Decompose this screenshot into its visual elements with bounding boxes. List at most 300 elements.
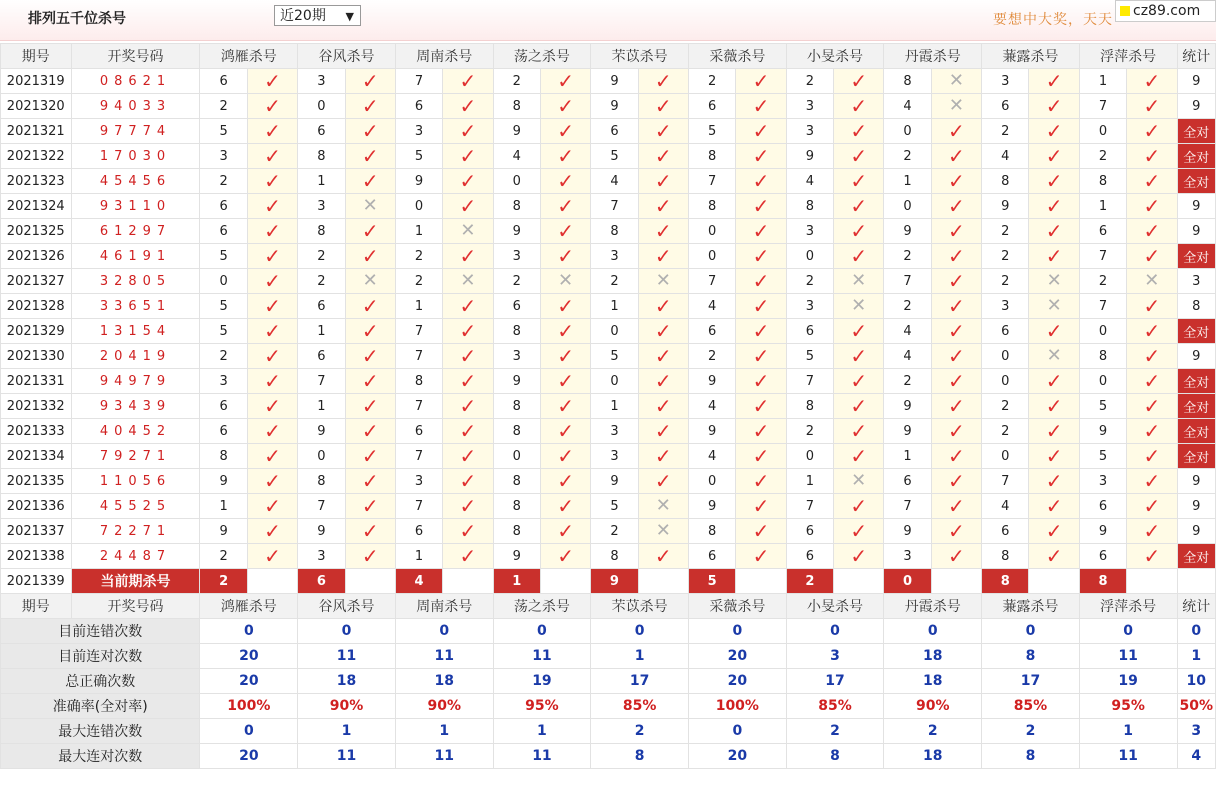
result-cell (1029, 69, 1079, 94)
stats-value: 85% (982, 694, 1080, 719)
kill-number-cell: 3 (786, 94, 833, 119)
stats-value: 0 (395, 619, 493, 644)
kill-number-cell: 5 (200, 244, 247, 269)
check-icon: ✓ (850, 318, 868, 343)
check-icon: ✓ (459, 243, 477, 268)
kill-number-cell: 0 (1079, 319, 1126, 344)
kill-number-cell: 0 (395, 194, 442, 219)
kill-number-cell: 3 (884, 544, 931, 569)
result-cell (931, 394, 981, 419)
header-expert: 鸿雁杀号 (200, 44, 298, 69)
current-kill-number: 6 (298, 569, 345, 594)
stats-label: 最大连对次数 (1, 744, 200, 769)
kill-number-cell: 3 (786, 119, 833, 144)
result-cell (1127, 194, 1177, 219)
check-icon: ✓ (361, 518, 379, 543)
header-expert: 谷风杀号 (298, 44, 396, 69)
check-icon: ✓ (264, 443, 281, 468)
result-cell (345, 119, 395, 144)
kill-number-cell: 8 (493, 194, 540, 219)
cross-icon: ✕ (851, 295, 867, 316)
stat-cell: 9 (1177, 494, 1216, 519)
check-icon: ✓ (1143, 293, 1161, 318)
check-icon: ✓ (752, 493, 770, 518)
stats-label: 目前连对次数 (1, 644, 200, 669)
result-cell (736, 294, 786, 319)
all-correct-badge: 全对 (1177, 394, 1216, 419)
check-icon: ✓ (557, 443, 574, 468)
check-icon: ✓ (361, 343, 379, 368)
result-cell (1029, 244, 1079, 269)
result-cell (247, 294, 297, 319)
table-row (1, 144, 1216, 169)
kill-number-cell: 9 (982, 194, 1029, 219)
kill-number-cell: 1 (395, 219, 442, 244)
check-icon: ✓ (1045, 543, 1063, 568)
kill-number-cell: 2 (1079, 144, 1126, 169)
empty-cell (834, 569, 884, 594)
result-cell (443, 119, 493, 144)
header-expert: 鸿雁杀号 (200, 594, 298, 619)
result-cell (1127, 369, 1177, 394)
check-icon: ✓ (654, 218, 672, 243)
current-kill-number: 2 (786, 569, 833, 594)
stats-value: 85% (786, 694, 884, 719)
result-cell (638, 419, 688, 444)
table-row (1, 494, 1216, 519)
kill-number-cell: 7 (884, 269, 931, 294)
cross-icon: ✕ (460, 220, 476, 241)
kill-number-cell: 8 (493, 469, 540, 494)
result-cell (247, 94, 297, 119)
result-cell (1127, 69, 1177, 94)
stats-value: 18 (298, 669, 396, 694)
result-cell (247, 269, 297, 294)
result-cell (638, 69, 688, 94)
header-expert: 浮萍杀号 (1079, 44, 1177, 69)
check-icon: ✓ (557, 193, 574, 218)
kill-number-cell: 4 (688, 394, 735, 419)
result-cell (736, 69, 786, 94)
check-icon: ✓ (654, 368, 672, 393)
kill-number-cell: 6 (982, 319, 1029, 344)
result-cell (834, 169, 884, 194)
check-icon: ✓ (1143, 443, 1161, 468)
result-cell (1127, 144, 1177, 169)
kill-number-cell: 6 (786, 319, 833, 344)
kill-number-cell: 4 (493, 144, 540, 169)
empty-cell (1127, 569, 1177, 594)
stats-value: 20 (200, 669, 298, 694)
header-period: 期号 (1, 594, 72, 619)
check-icon: ✓ (264, 468, 281, 493)
check-icon: ✓ (1045, 318, 1063, 343)
check-icon: ✓ (264, 368, 281, 393)
result-cell (345, 394, 395, 419)
table-row (1, 319, 1216, 344)
kill-number-cell: 5 (1079, 444, 1126, 469)
result-cell (247, 319, 297, 344)
result-cell (1127, 244, 1177, 269)
check-icon: ✓ (1143, 318, 1161, 343)
kill-number-cell: 2 (493, 69, 540, 94)
header-stat: 统计 (1177, 44, 1216, 69)
all-correct-badge: 全对 (1177, 369, 1216, 394)
period-cell: 2021336 (1, 494, 72, 519)
result-cell (540, 69, 590, 94)
stats-value: 20 (688, 644, 786, 669)
draw-numbers-cell: 45456 (71, 169, 200, 194)
check-icon: ✓ (948, 318, 965, 343)
table-header-row (1, 594, 1216, 619)
result-cell (1127, 319, 1177, 344)
header-expert: 蒹露杀号 (982, 594, 1080, 619)
draw-numbers-cell: 20419 (71, 344, 200, 369)
kill-number-cell: 7 (688, 169, 735, 194)
current-kill-number: 2 (200, 569, 247, 594)
kill-number-cell: 6 (200, 194, 247, 219)
result-cell (1127, 544, 1177, 569)
check-icon: ✓ (850, 193, 868, 218)
stat-cell: 9 (1177, 219, 1216, 244)
check-icon: ✓ (361, 93, 379, 118)
stats-label: 准确率(全对率) (1, 694, 200, 719)
result-cell (345, 444, 395, 469)
check-icon: ✓ (1045, 143, 1063, 168)
result-cell (931, 519, 981, 544)
kill-number-cell: 8 (688, 144, 735, 169)
kill-number-cell: 0 (688, 469, 735, 494)
result-cell (931, 244, 981, 269)
check-icon: ✓ (557, 368, 574, 393)
stats-value: 0 (591, 619, 689, 644)
kill-number-cell: 2 (298, 244, 345, 269)
check-icon: ✓ (361, 543, 379, 568)
kill-number-cell: 6 (786, 544, 833, 569)
stats-value: 1 (1079, 719, 1177, 744)
check-icon: ✓ (459, 418, 477, 443)
check-icon: ✓ (850, 93, 868, 118)
result-cell (1127, 219, 1177, 244)
kill-number-cell: 9 (688, 419, 735, 444)
check-icon: ✓ (1045, 68, 1063, 93)
result-cell (247, 444, 297, 469)
kill-number-cell: 8 (884, 69, 931, 94)
result-cell (834, 544, 884, 569)
check-icon: ✓ (948, 468, 965, 493)
check-icon: ✓ (459, 468, 477, 493)
check-icon: ✓ (361, 68, 379, 93)
result-cell (931, 169, 981, 194)
draw-numbers-cell: 17030 (71, 144, 200, 169)
result-cell (345, 244, 395, 269)
result-cell (540, 169, 590, 194)
stats-value: 20 (200, 644, 298, 669)
stats-label: 目前连错次数 (1, 619, 200, 644)
result-cell (345, 519, 395, 544)
result-cell (736, 319, 786, 344)
period-cell: 2021325 (1, 219, 72, 244)
stats-row (1, 669, 1216, 694)
stats-value: 0 (1079, 619, 1177, 644)
result-cell (540, 294, 590, 319)
stats-value: 50% (1177, 694, 1216, 719)
kill-number-cell: 8 (298, 144, 345, 169)
kill-number-cell: 7 (982, 469, 1029, 494)
kill-number-cell: 7 (298, 369, 345, 394)
stats-value: 10 (1177, 669, 1216, 694)
kill-number-cell: 2 (982, 394, 1029, 419)
result-cell (1029, 394, 1079, 419)
draw-numbers-cell: 40452 (71, 419, 200, 444)
kill-number-cell: 5 (395, 144, 442, 169)
kill-number-cell: 2 (786, 269, 833, 294)
result-cell (638, 319, 688, 344)
kill-number-cell: 6 (1079, 544, 1126, 569)
result-cell (345, 269, 395, 294)
stats-value: 1 (395, 719, 493, 744)
kill-number-cell: 6 (395, 419, 442, 444)
stats-label: 总正确次数 (1, 669, 200, 694)
stats-value: 2 (884, 719, 982, 744)
check-icon: ✓ (752, 93, 770, 118)
kill-number-cell: 9 (786, 144, 833, 169)
check-icon: ✓ (752, 218, 770, 243)
result-cell (931, 494, 981, 519)
result-cell (931, 444, 981, 469)
result-cell (1127, 119, 1177, 144)
kill-number-cell: 8 (493, 519, 540, 544)
page-title: 排列五千位杀号 (28, 11, 126, 27)
stats-value: 3 (1177, 719, 1216, 744)
kill-number-cell: 0 (200, 269, 247, 294)
result-cell (638, 94, 688, 119)
kill-number-cell: 8 (298, 469, 345, 494)
result-cell (736, 344, 786, 369)
result-cell (540, 444, 590, 469)
stats-row (1, 744, 1216, 769)
result-cell (1127, 94, 1177, 119)
result-cell (1029, 294, 1079, 319)
table-row (1, 119, 1216, 144)
kill-number-cell: 0 (786, 244, 833, 269)
check-icon: ✓ (264, 243, 281, 268)
kill-number-cell: 3 (298, 194, 345, 219)
result-cell (1029, 419, 1079, 444)
draw-numbers-cell: 46191 (71, 244, 200, 269)
stats-value: 95% (1079, 694, 1177, 719)
cross-icon: ✕ (460, 270, 476, 291)
stats-value: 0 (884, 619, 982, 644)
result-cell (345, 344, 395, 369)
check-icon: ✓ (459, 143, 477, 168)
period-cell: 2021338 (1, 544, 72, 569)
check-icon: ✓ (1143, 243, 1161, 268)
kill-number-cell: 7 (395, 394, 442, 419)
check-icon: ✓ (850, 168, 868, 193)
kill-number-cell: 3 (591, 419, 638, 444)
result-cell (638, 169, 688, 194)
stats-value: 0 (493, 619, 591, 644)
current-kill-number: 9 (591, 569, 638, 594)
stats-value: 0 (688, 719, 786, 744)
result-cell (931, 194, 981, 219)
result-cell (443, 544, 493, 569)
draw-numbers-cell: 97774 (71, 119, 200, 144)
stats-value: 0 (200, 619, 298, 644)
result-cell (443, 244, 493, 269)
result-cell (540, 469, 590, 494)
check-icon: ✓ (459, 118, 477, 143)
check-icon: ✓ (948, 243, 965, 268)
period-cell: 2021322 (1, 144, 72, 169)
kill-number-cell: 9 (1079, 519, 1126, 544)
check-icon: ✓ (459, 343, 477, 368)
table-row (1, 394, 1216, 419)
kill-number-cell: 9 (493, 119, 540, 144)
kill-number-cell: 5 (786, 344, 833, 369)
check-icon: ✓ (752, 393, 770, 418)
kill-number-cell: 8 (591, 219, 638, 244)
result-cell (247, 469, 297, 494)
result-cell (540, 494, 590, 519)
kill-number-cell: 1 (786, 469, 833, 494)
result-cell (443, 294, 493, 319)
check-icon: ✓ (361, 443, 379, 468)
result-cell (931, 69, 981, 94)
stats-value: 17 (786, 669, 884, 694)
kill-number-cell: 2 (200, 544, 247, 569)
table-row (1, 169, 1216, 194)
cross-icon: ✕ (362, 195, 378, 216)
current-kill-label: 当前期杀号 (71, 569, 200, 594)
kill-number-cell: 6 (786, 519, 833, 544)
kill-number-cell: 0 (1079, 119, 1126, 144)
check-icon: ✓ (948, 443, 965, 468)
stats-value: 17 (591, 669, 689, 694)
check-icon: ✓ (1045, 418, 1063, 443)
check-icon: ✓ (1143, 368, 1161, 393)
result-cell (443, 169, 493, 194)
stats-row (1, 719, 1216, 744)
check-icon: ✓ (361, 143, 379, 168)
result-cell (736, 394, 786, 419)
result-cell (345, 369, 395, 394)
kill-number-cell: 6 (200, 69, 247, 94)
kill-number-cell: 6 (395, 94, 442, 119)
result-cell (931, 119, 981, 144)
kill-number-cell: 1 (591, 394, 638, 419)
stats-value: 0 (200, 719, 298, 744)
table-row (1, 544, 1216, 569)
check-icon: ✓ (1143, 68, 1161, 93)
table-row (1, 244, 1216, 269)
all-correct-badge: 全对 (1177, 144, 1216, 169)
result-cell (834, 194, 884, 219)
logo-text: cz89.com (1133, 3, 1201, 19)
check-icon: ✓ (1143, 468, 1161, 493)
kill-number-cell: 4 (591, 169, 638, 194)
check-icon: ✓ (948, 368, 965, 393)
check-icon: ✓ (557, 68, 574, 93)
kill-number-cell: 8 (493, 419, 540, 444)
check-icon: ✓ (361, 293, 379, 318)
result-cell (1029, 344, 1079, 369)
check-icon: ✓ (850, 143, 868, 168)
check-icon: ✓ (361, 118, 379, 143)
result-cell (345, 469, 395, 494)
draw-numbers-cell: 61297 (71, 219, 200, 244)
check-icon: ✓ (557, 518, 574, 543)
kill-number-cell: 6 (200, 419, 247, 444)
check-icon: ✓ (1143, 493, 1161, 518)
result-cell (1127, 444, 1177, 469)
result-cell (1029, 519, 1079, 544)
check-icon: ✓ (264, 143, 281, 168)
draw-numbers-cell: 24487 (71, 544, 200, 569)
kill-number-cell: 7 (395, 319, 442, 344)
kill-number-cell: 9 (493, 369, 540, 394)
kill-number-cell: 6 (688, 544, 735, 569)
stats-value: 90% (884, 694, 982, 719)
header-expert: 浮萍杀号 (1079, 594, 1177, 619)
result-cell (834, 394, 884, 419)
period-cell: 2021324 (1, 194, 72, 219)
check-icon: ✓ (459, 168, 477, 193)
check-icon: ✓ (654, 168, 672, 193)
kill-number-cell: 2 (982, 119, 1029, 144)
kill-number-cell: 0 (688, 244, 735, 269)
check-icon: ✓ (361, 318, 379, 343)
kill-number-cell: 2 (884, 144, 931, 169)
kill-number-cell: 7 (688, 269, 735, 294)
result-cell (736, 219, 786, 244)
result-cell (638, 269, 688, 294)
cross-icon: ✕ (948, 95, 964, 116)
result-cell (931, 144, 981, 169)
kill-number-cell: 9 (591, 94, 638, 119)
kill-number-cell: 9 (395, 169, 442, 194)
result-cell (1029, 494, 1079, 519)
kill-number-cell: 3 (493, 344, 540, 369)
all-correct-badge: 全对 (1177, 244, 1216, 269)
check-icon: ✓ (850, 68, 868, 93)
stats-value: 100% (688, 694, 786, 719)
check-icon: ✓ (752, 168, 770, 193)
result-cell (443, 519, 493, 544)
kill-number-cell: 0 (982, 369, 1029, 394)
period-range-select[interactable] (274, 5, 361, 26)
result-cell (1029, 544, 1079, 569)
cross-icon: ✕ (1046, 345, 1062, 366)
result-cell (736, 494, 786, 519)
period-cell: 2021332 (1, 394, 72, 419)
kill-number-cell: 0 (884, 194, 931, 219)
kill-number-cell: 2 (884, 369, 931, 394)
kill-number-cell: 0 (298, 94, 345, 119)
kill-number-cell: 0 (982, 344, 1029, 369)
stats-value: 20 (200, 744, 298, 769)
check-icon: ✓ (459, 543, 477, 568)
kill-number-cell: 9 (884, 394, 931, 419)
check-icon: ✓ (361, 243, 379, 268)
stats-value: 0 (298, 619, 396, 644)
kill-number-cell: 6 (298, 344, 345, 369)
site-logo[interactable] (1115, 0, 1216, 22)
check-icon: ✓ (264, 68, 281, 93)
result-cell (931, 319, 981, 344)
kill-number-cell: 2 (884, 244, 931, 269)
